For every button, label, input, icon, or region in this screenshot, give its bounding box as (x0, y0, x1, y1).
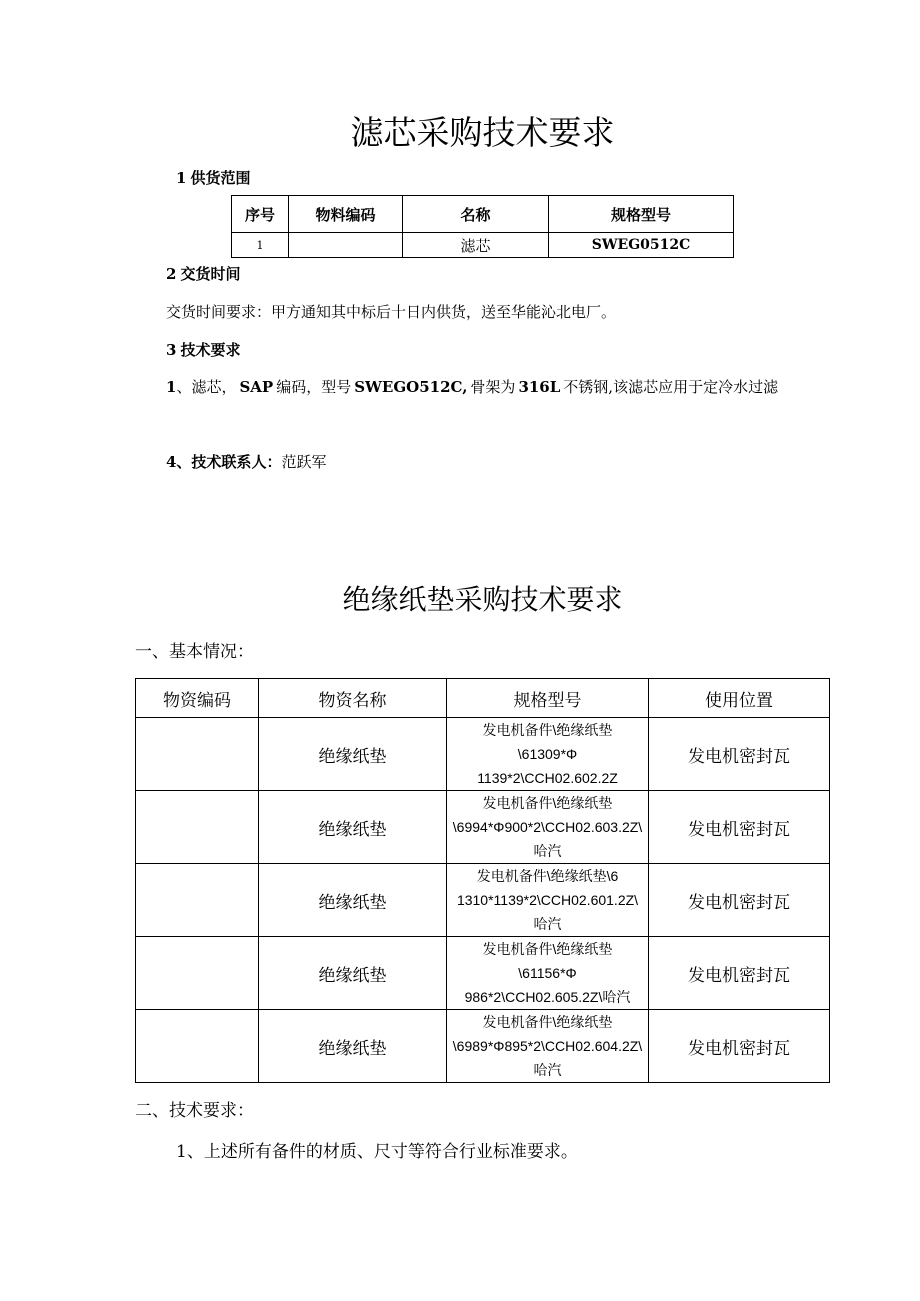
spec-line: 1310*1139*2\CCH02.601.2Z\ (456, 892, 639, 908)
tech-requirements-heading (166, 341, 240, 359)
delivery-time-text: 交货时间要求：甲方通知其中标后十日内供货，送至华能沁北电厂。 (166, 303, 617, 321)
cell-spec (447, 1010, 649, 1083)
cell-location: 发电机密封瓦 (649, 718, 830, 791)
spec-line: 发电机备件\绝缘纸垫 (482, 1014, 613, 1030)
gasket-table (135, 678, 830, 1083)
tech-contact-name: 范跃军 (281, 453, 327, 471)
item-sap: SAP (239, 378, 274, 396)
item-text-part: 不锈钢,该滤芯应用于定冷水过滤 (563, 378, 779, 396)
table-row (136, 1010, 830, 1083)
supply-scope-number: 1 (176, 169, 187, 187)
spec-line: \6994*Φ900*2\CCH02.603.2Z\ (452, 819, 643, 835)
cell-location: 发电机密封瓦 (649, 937, 830, 1010)
gasket-doc-title: 绝缘纸垫采购技术要求 (342, 583, 623, 616)
spec-line: 发电机备件\绝缘纸垫 (482, 941, 613, 957)
supply-scope-heading (176, 169, 250, 187)
cell-material-name: 绝缘纸垫 (259, 718, 447, 791)
tech-requirements-number: 3 (166, 341, 177, 359)
spec-line: \61156*Φ (518, 965, 577, 981)
tech-requirement-item (166, 378, 778, 396)
cell-spec (447, 791, 649, 864)
spec-line: 哈汽 (533, 916, 562, 932)
filter-doc-title: 滤芯采购技术要求 (350, 113, 615, 152)
cell-material-code (136, 718, 259, 791)
spec-line: 发电机备件\绝缘纸垫 (482, 795, 613, 811)
spec-line: 哈汽 (533, 843, 562, 859)
table-header-row (232, 196, 734, 233)
cell-material-code (136, 937, 259, 1010)
delivery-time-number: 2 (166, 265, 177, 283)
spec-line: 发电机备件\绝缘纸垫\6 (476, 868, 619, 884)
header-location: 使用位置 (649, 679, 830, 718)
cell-location: 发电机密封瓦 (649, 791, 830, 864)
cell-model: SWEG0512C (549, 233, 734, 258)
spec-line: \6989*Φ895*2\CCH02.604.2Z\ (452, 1038, 643, 1054)
cell-name: 滤芯 (403, 233, 549, 258)
cell-material-name: 绝缘纸垫 (259, 864, 447, 937)
tech-contact-label: 4、技术联系人： (166, 453, 282, 471)
item-text-part: 骨架为 (470, 378, 516, 396)
table-header-row (136, 679, 830, 718)
cell-spec (447, 864, 649, 937)
spec-line: \61309*Φ (517, 746, 578, 762)
delivery-time-heading (166, 265, 240, 283)
cell-material-name: 绝缘纸垫 (259, 1010, 447, 1083)
item-text-part: 编码，型号 (276, 378, 352, 396)
cell-material-code (136, 864, 259, 937)
cell-spec (447, 937, 649, 1010)
tech-requirements-heading-2: 二、技术要求： (135, 1101, 254, 1121)
supply-scope-title: 供货范围 (190, 169, 251, 187)
cell-serial: 1 (232, 233, 289, 258)
supply-table (231, 195, 734, 258)
tech-requirements-title: 技术要求 (180, 341, 241, 359)
spec-line: 哈汽 (533, 1062, 562, 1078)
basic-info-heading: 一、基本情况： (135, 642, 254, 662)
header-material-name: 物资名称 (259, 679, 447, 718)
cell-location: 发电机密封瓦 (649, 864, 830, 937)
header-spec: 规格型号 (447, 679, 649, 718)
cell-material-code (136, 1010, 259, 1083)
tech-requirement-item-2: 1、上述所有备件的材质、尺寸等符合行业标准要求。 (176, 1142, 578, 1162)
table-row (136, 864, 830, 937)
header-model: 规格型号 (549, 196, 734, 233)
header-serial: 序号 (232, 196, 289, 233)
header-material-code: 物资编码 (136, 679, 259, 718)
table-row (136, 791, 830, 864)
header-material-code: 物料编码 (289, 196, 403, 233)
table-row (136, 718, 830, 791)
table-row (136, 937, 830, 1010)
cell-location: 发电机密封瓦 (649, 1010, 830, 1083)
cell-material-name: 绝缘纸垫 (259, 937, 447, 1010)
cell-spec (447, 718, 649, 791)
cell-material-code (289, 233, 403, 258)
header-name: 名称 (403, 196, 549, 233)
item-material: 316L (518, 378, 561, 396)
spec-line: 1139*2\CCH02.602.2Z (477, 770, 618, 786)
item-number: 1 (166, 378, 177, 396)
item-model: SWEGO512C, (354, 378, 468, 396)
cell-material-code (136, 791, 259, 864)
cell-material-name: 绝缘纸垫 (259, 791, 447, 864)
tech-contact (166, 453, 326, 471)
delivery-time-title: 交货时间 (180, 265, 241, 283)
spec-line: 发电机备件\绝缘纸垫 (482, 722, 613, 738)
table-row (232, 233, 734, 258)
item-text-part: 、滤芯， (176, 378, 237, 396)
spec-line: 986*2\CCH02.605.2Z\哈汽 (464, 989, 631, 1005)
